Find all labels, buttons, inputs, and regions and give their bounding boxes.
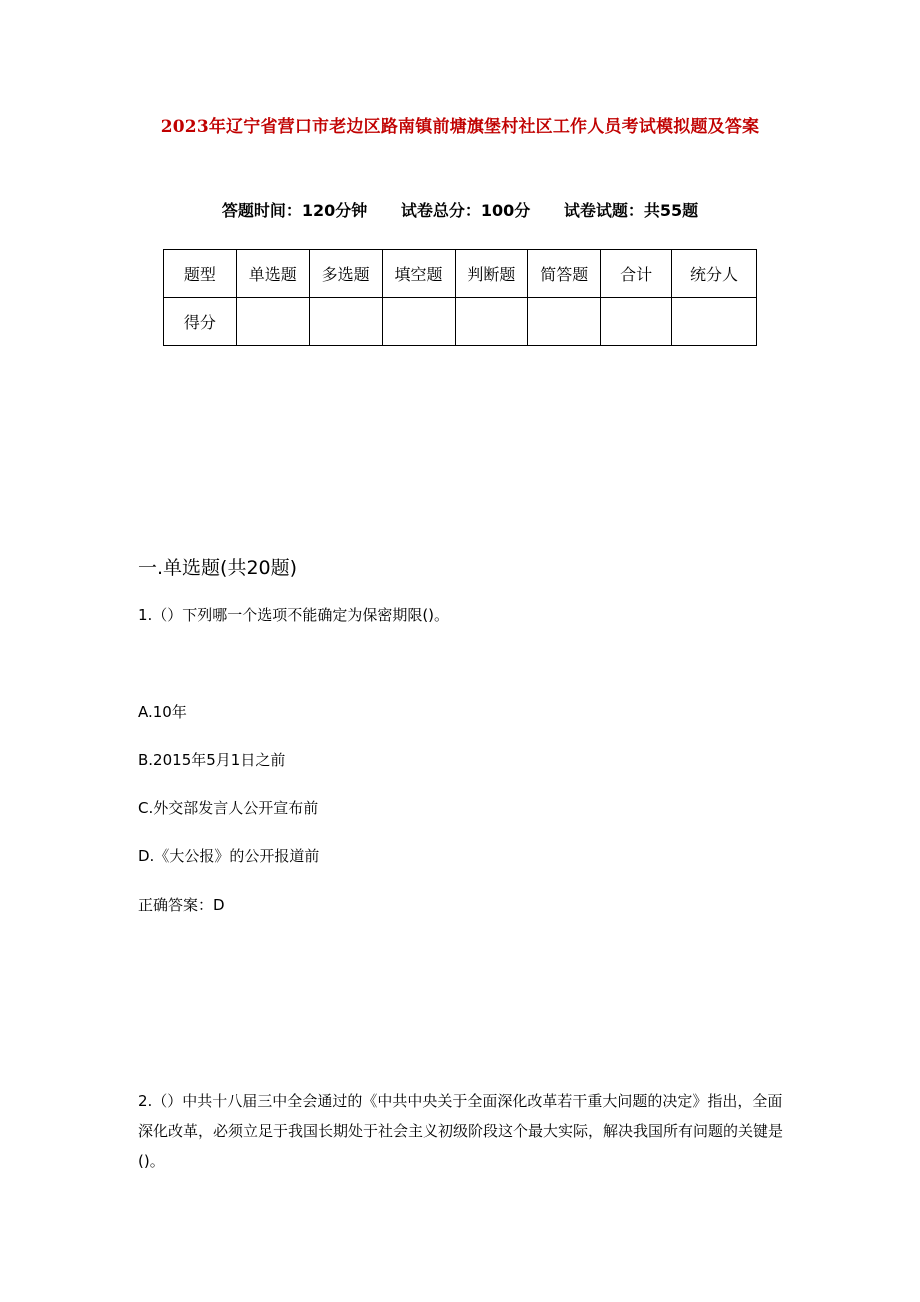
- score-header-cell: 单选题: [236, 250, 309, 298]
- question-1-stem: 1.（）下列哪一个选项不能确定为保密期限()。: [138, 606, 450, 624]
- exam-total-score: 试卷总分：100分: [400, 201, 531, 220]
- score-header-cell: 填空题: [382, 250, 455, 298]
- score-table-score-row: [164, 298, 757, 346]
- score-header-cell: 题型: [164, 250, 237, 298]
- score-table-header-row: [164, 250, 757, 298]
- score-header-cell: 多选题: [309, 250, 382, 298]
- score-cell: [455, 298, 528, 346]
- question-1-option-a: A.10年: [138, 703, 187, 721]
- score-table: [163, 249, 757, 346]
- score-header-cell: 统分人: [672, 250, 757, 298]
- document-title: 2023年辽宁省营口市老边区路南镇前塘旗堡村社区工作人员考试模拟题及答案: [160, 117, 760, 137]
- score-row-label: 得分: [164, 298, 237, 346]
- question-1-answer: 正确答案：D: [138, 896, 225, 914]
- exam-time: 答题时间：120分钟: [221, 201, 368, 220]
- question-1-option-d: D.《大公报》的公开报道前: [138, 847, 320, 865]
- question-2-stem: 2.（）中共十八届三中全会通过的《中共中央关于全面深化改革若干重大问题的决定》指出，全面深化改革，必须立足于我国长期处于社会主义初级阶段这个最大实际，解决我国所有问题的关键是()。: [138, 1092, 784, 1170]
- score-cell: [309, 298, 382, 346]
- score-cell: [601, 298, 672, 346]
- exam-meta: [0, 198, 920, 221]
- section-title: 一.单选题(共20题): [138, 557, 298, 579]
- score-cell: [672, 298, 757, 346]
- question-1-option-c: C.外交部发言人公开宣布前: [138, 799, 319, 817]
- score-cell: [382, 298, 455, 346]
- score-header-cell: 合计: [601, 250, 672, 298]
- score-cell: [236, 298, 309, 346]
- exam-question-count: 试卷试题：共55题: [563, 201, 699, 220]
- question-1-option-b: B.2015年5月1日之前: [138, 751, 286, 769]
- score-header-cell: 判断题: [455, 250, 528, 298]
- score-header-cell: 简答题: [528, 250, 601, 298]
- score-cell: [528, 298, 601, 346]
